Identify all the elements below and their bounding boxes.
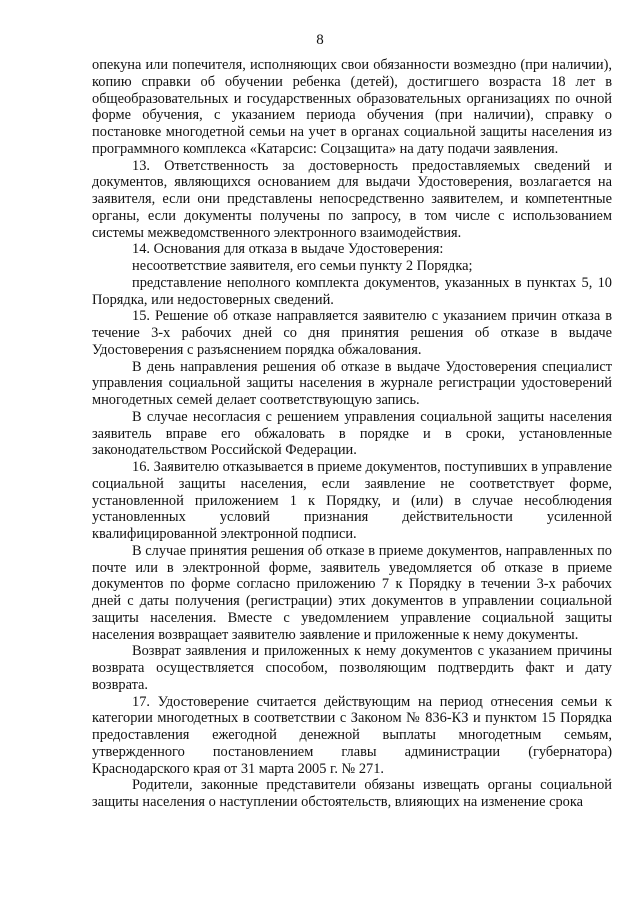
paragraph: Родители, законные представители обязаны извещать органы социальной защиты населения о наступлении обстоятельств, влияющих на изменение срока xyxy=(92,777,612,810)
paragraph: В случае несогласия с решением управления социальной защиты населения заявитель вправе его обжаловать в порядке и в сроки, установленные законодательством Российской Федерации. xyxy=(92,408,612,459)
paragraph: опекуна или попечителя, исполняющих свои обязанности возмездно (при наличии), копию справки об обучении ребенка (детей), достигшего возраста 18 лет в общеобразовательных и государственных образовательных организациях по очной форме обучения, с указанием периода обучения (при наличии), справку о постановке многодетной семьи на учет в органах социальной защиты населения из программного комплекса «Катарсис: Соцзащита» на дату подачи заявления. xyxy=(92,57,612,157)
paragraph: В случае принятия решения об отказе в приеме документов, направленных по почте или в электронной форме, заявитель уведомляется об отказе в приеме документов по форме согласно приложению 7 к Порядку в течении 3-х рабочих дней с даты получения (регистрации) этих документов в управлении социальной защиты населения. Вместе с уведомлением управление социальной защиты населения возвращает заявителю заявление и приложенные к нему документы. xyxy=(92,542,612,643)
paragraph: 14. Основания для отказа в выдаче Удостоверения: xyxy=(132,241,444,258)
paragraph: представление неполного комплекта документов, указанных в пунктах 5, 10 Порядка, или недостоверных сведений. xyxy=(92,274,612,308)
paragraph: 17. Удостоверение считается действующим на период отнесения семьи к категории многодетных в соответствии с Законом № 836-КЗ и пунктом 15 Порядка предоставления ежегодной денежной выплаты многодетным семьям, утвержденного постановлением главы администрации (губернатора) Краснодарского края от 31 марта 2005 г. № 271. xyxy=(92,693,612,777)
paragraph: 15. Решение об отказе направляется заявителю с указанием причин отказа в течение 3-х рабочих дней со дня принятия решения об отказе в выдаче Удостоверения с разъяснением порядка обжалования. xyxy=(92,308,612,358)
page-number: 8 xyxy=(316,32,324,48)
document-body xyxy=(92,57,612,811)
paragraph: В день направления решения об отказе в выдаче Удостоверения специалист управления социальной защиты населения в журнале регистрации удостоверений многодетных семей делает соответствующую запись. xyxy=(92,358,612,408)
paragraph: Возврат заявления и приложенных к нему документов с указанием причины возврата осуществляется способом, позволяющим подтвердить факт и дату возврата. xyxy=(92,643,612,693)
paragraph: 16. Заявителю отказывается в приеме документов, поступивших в управление социальной защиты населения, если заявление не соответствует форме, установленной приложением 1 к Порядку, и (или) в случае несоблюдения установленных условий признания действительности усиленной квалифицированной электронной подписи. xyxy=(92,459,612,542)
paragraph: 13. Ответственность за достоверность предоставляемых сведений и документов, являющихся основанием для выдачи Удостоверения, возлагается на заявителя, если они представлены непосредственно заявителем, и компетентные органы, если документы получены по запросу, в том числе с использованием системы межведомственного электронного взаимодействия. xyxy=(92,157,612,241)
paragraph: несоответствие заявителя, его семьи пункту 2 Порядка; xyxy=(132,258,473,274)
